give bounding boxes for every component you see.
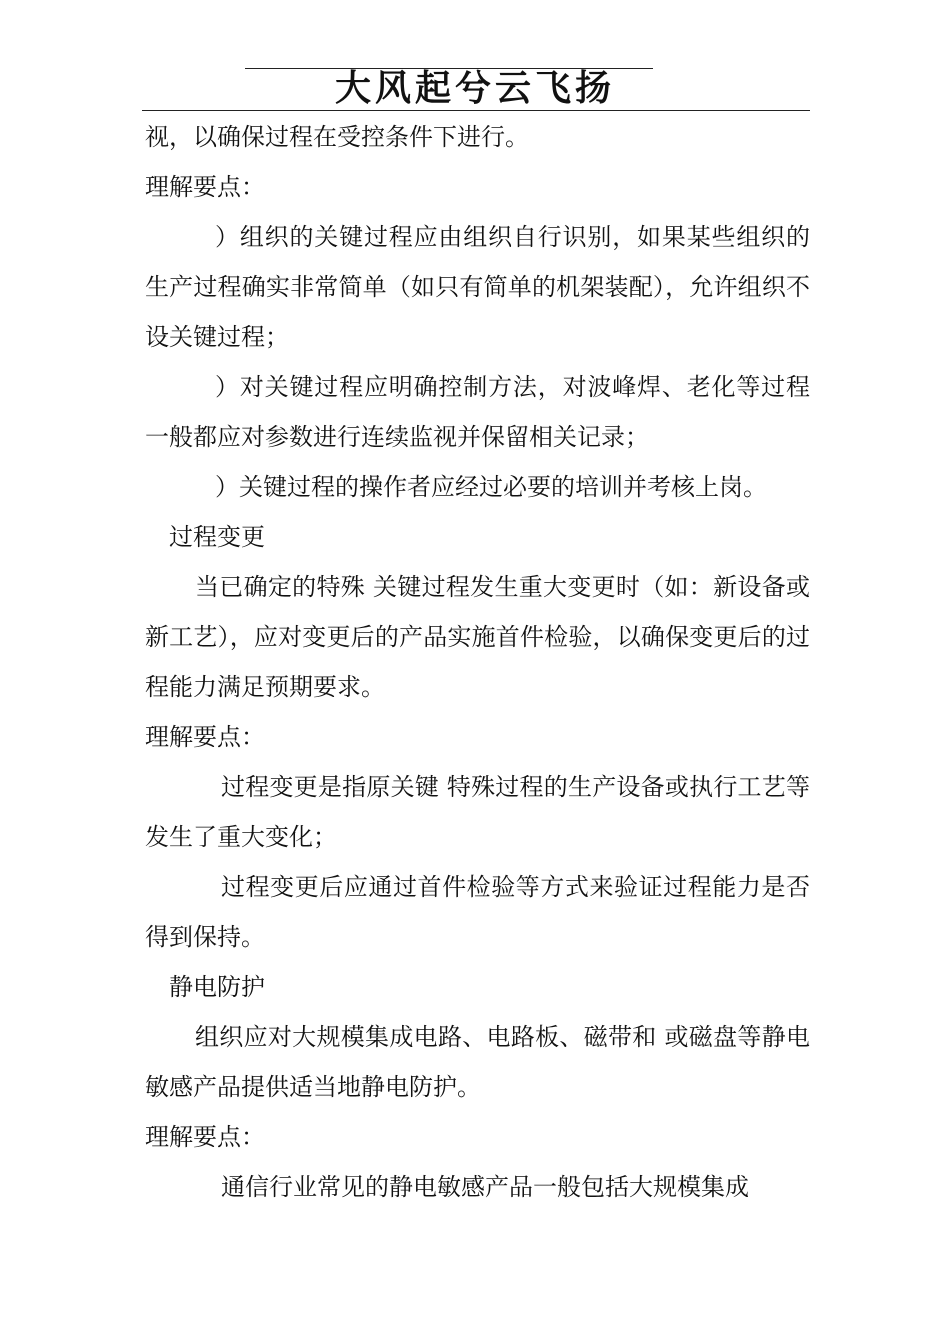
paragraph: 视，以确保过程在受控条件下进行。 bbox=[145, 123, 529, 151]
page-header-title: 大风起兮云飞扬 bbox=[334, 67, 615, 109]
paragraph: 过程变更后应通过首件检验等方式来验证过程能力是否得到保持。 bbox=[145, 873, 810, 951]
section-label: 理解要点： bbox=[145, 1123, 265, 1151]
paragraph: 当已确定的特殊 关键过程发生重大变更时（如：新设备或新工艺），应对变更后的产品实施首件检验，以确保变更后的过程能力满足预期要求。 bbox=[145, 573, 810, 701]
paragraph: 过程变更是指原关键 特殊过程的生产设备或执行工艺等发生了重大变化； bbox=[145, 773, 810, 851]
header-rule-bottom bbox=[142, 110, 810, 111]
document-body bbox=[145, 112, 810, 1212]
section-label: 理解要点： bbox=[145, 173, 265, 201]
paragraph: 通信行业常见的静电敏感产品一般包括大规模集成 bbox=[221, 1173, 749, 1201]
section-label: 理解要点： bbox=[145, 723, 265, 751]
paragraph: ）对关键过程应明确控制方法，对波峰焊、老化等过程一般都应对参数进行连续监视并保留相关记录； bbox=[145, 373, 810, 451]
paragraph: 组织应对大规模集成电路、电路板、磁带和 或磁盘等静电敏感产品提供适当地静电防护。 bbox=[145, 1023, 810, 1101]
section-heading: 静电防护 bbox=[169, 973, 265, 1001]
paragraph: ）组织的关键过程应由组织自行识别，如果某些组织的生产过程确实非常简单（如只有简单的机架装配），允许组织不设关键过程； bbox=[145, 223, 810, 351]
section-heading: 过程变更 bbox=[169, 523, 265, 551]
paragraph: ）关键过程的操作者应经过必要的培训并考核上岗。 bbox=[215, 473, 767, 501]
